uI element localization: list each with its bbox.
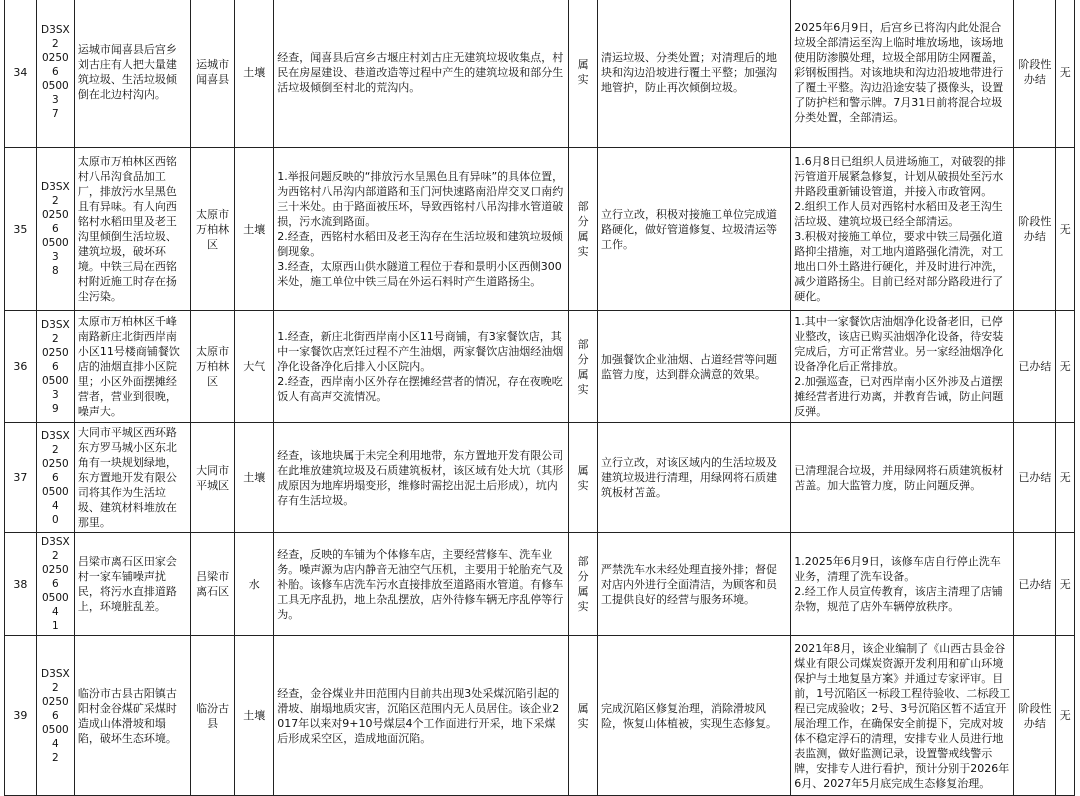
- complaint-description: 临汾市古县古阳镇古阳村金谷煤矿采煤时造成山体滑坡和塌陷，破坏生态环境。: [74, 636, 190, 796]
- pollution-type: 土壤: [235, 0, 274, 148]
- row-number: 37: [5, 423, 37, 533]
- accountability: 无: [1056, 423, 1075, 533]
- administrative-area: 太原市万柏林区: [191, 311, 235, 423]
- rectification-measures: 清运垃圾、分类处置；对清理后的地块和沟边沿坡进行覆土平整；加强沟地管护，防止再次倾倒垃圾。: [598, 0, 791, 148]
- case-code: D3SX2 02506 05004 0: [36, 423, 74, 533]
- investigation-finding: 经查，该地块属于未完全利用地带，东方置地开发有限公司在此堆放建筑垃圾及石质建筑板材，该区域有处大坑（其形成原因为地库坍塌变形，维修时需挖出泥土后形成），坑内存有生活垃圾。: [274, 423, 569, 533]
- rectification-progress: 2025年6月9日，后宫乡已将沟内此处混合垃圾全部清运至沟上临时堆放场地，该场地使用防渗膜处理，垃圾全部用防尘网覆盖，彩钢板围挡。对该地块和沟边沿坡地带进行了覆土平整。沟边沿途安装了摄像头，设置了防护栏和警示牌。7月31日前将混合垃圾分类处置，全部清运。: [791, 0, 1014, 148]
- complaint-table: [4, 0, 1075, 796]
- case-code: D3SX2 02506 05003 8: [36, 148, 74, 311]
- rectification-measures: 严禁洗车水未经处理直接外排；督促对店内外进行全面清洁，为顾客和员工提供良好的经营与服务环境。: [598, 533, 791, 636]
- case-code: D3SX2 02506 05004 1: [36, 533, 74, 636]
- pollution-type: 土壤: [235, 148, 274, 311]
- administrative-area: 太原市万柏林区: [191, 148, 235, 311]
- verification-status: 部分属实: [569, 311, 598, 423]
- rectification-progress: 1.6月8日已组织人员进场施工，对破裂的排污管道开展紧急修复，计划从破损处至污水井路段重新铺设管道，并接入市政管网。 2.组织工作人员对西铭村水稻田及老王沟生活垃圾、建筑垃圾已经全部清运。 3.积极对接施工单位，要求中铁三局强化道路抑尘措施，对工地内道路强化清洗，对工地出口外土路进行硬化，并及时进行冲洗，减少道路扬尘。目前已经对部分路段进行了硬化。: [791, 148, 1014, 311]
- accountability: 无: [1056, 0, 1075, 148]
- case-code: D3SX2 02506 05003 9: [36, 311, 74, 423]
- pollution-type: 大气: [235, 311, 274, 423]
- accountability: 无: [1056, 148, 1075, 311]
- table-row: [5, 0, 1075, 148]
- row-number: 38: [5, 533, 37, 636]
- complaint-description: 运城市闻喜县后宫乡刘古庄有人把大量建筑垃圾、生活垃圾倾倒在北边村沟内。: [74, 0, 190, 148]
- rectification-progress: 1.2025年6月9日，该修车店自行停止洗车业务，清理了洗车设备。 2.经工作人员宣传教育，该店主清理了店铺杂物，规范了店外车辆停放秩序。: [791, 533, 1014, 636]
- complaint-description: 吕梁市离石区田家会村一家车铺噪声扰民，将污水直排道路上，环境脏乱差。: [74, 533, 190, 636]
- row-number: 36: [5, 311, 37, 423]
- administrative-area: 临汾古县: [191, 636, 235, 796]
- verification-status: 属实: [569, 423, 598, 533]
- administrative-area: 大同市平城区: [191, 423, 235, 533]
- table-row: [5, 148, 1075, 311]
- administrative-area: 运城市闻喜县: [191, 0, 235, 148]
- complaint-description: 太原市万柏林区千峰南路新庄北街西岸南小区11号楼商铺餐饮店的油烟直排小区院里；小区外面摆摊经营者，营业到很晚，噪声大。: [74, 311, 190, 423]
- completion-stage: 阶段性办结: [1014, 0, 1056, 148]
- rectification-progress: 已清理混合垃圾，并用绿网将石质建筑板材苫盖。加大监管力度，防止问题反弹。: [791, 423, 1014, 533]
- row-number: 34: [5, 0, 37, 148]
- investigation-finding: 经查，金谷煤业井田范围内目前共出现3处采煤沉陷引起的滑坡、崩塌地质灾害，沉陷区范围内无人员居住。该企业2017年以来对9+10号煤层4个工作面进行开采，地下采煤后形成采空区，造成地面沉陷。: [274, 636, 569, 796]
- administrative-area: 吕梁市离石区: [191, 533, 235, 636]
- case-code: D3SX2 02506 05003 7: [36, 0, 74, 148]
- verification-status: 部分属实: [569, 148, 598, 311]
- pollution-type: 水: [235, 533, 274, 636]
- investigation-finding: 经查，反映的车铺为个体修车店，主要经营修车、洗车业务。噪声源为店内静音无油空气压机，主要用于轮胎充气及补胎。该修车店洗车污水直接排放至道路雨水管道。有修车工具无序乱扔，地上杂乱摆放，店外待修车辆无序乱停等行为。: [274, 533, 569, 636]
- table-row: [5, 533, 1075, 636]
- row-number: 35: [5, 148, 37, 311]
- completion-stage: 已办结: [1014, 311, 1056, 423]
- complaint-description: 大同市平城区西环路东方罗马城小区东北角有一块规划绿地，东方置地开发有限公司将其作为生活垃圾、建筑材料堆放在那里。: [74, 423, 190, 533]
- investigation-finding: 1.经查，新庄北街西岸南小区11号商铺，有3家餐饮店，其中一家餐饮店烹饪过程不产生油烟，两家餐饮店油烟经油烟净化设备净化后排入小区院内。 2.经查，西岸南小区外存在摆摊经营者的情况，存在夜晚吃饭人有高声交流情况。: [274, 311, 569, 423]
- completion-stage: 已办结: [1014, 423, 1056, 533]
- pollution-type: 土壤: [235, 423, 274, 533]
- rectification-measures: 立行立改，积极对接施工单位完成道路硬化，做好管道修复、垃圾清运等工作。: [598, 148, 791, 311]
- accountability: 无: [1056, 311, 1075, 423]
- pollution-type: 土壤: [235, 636, 274, 796]
- accountability: 无: [1056, 533, 1075, 636]
- completion-stage: 已办结: [1014, 533, 1056, 636]
- verification-status: 属实: [569, 636, 598, 796]
- completion-stage: 阶段性办结: [1014, 148, 1056, 311]
- rectification-progress: 1.其中一家餐饮店油烟净化设备老旧，已停业整改，该店已购买油烟净化设备，待安装完成后，方可正常营业。另一家经油烟净化设备净化后正常排放。 2.加强巡查，已对西岸南小区外涉及占道摆摊经营者进行劝离，并教育告诫，防止问题反弹。: [791, 311, 1014, 423]
- table-body: [5, 0, 1075, 796]
- case-code: D3SX2 02506 05004 2: [36, 636, 74, 796]
- rectification-measures: 加强餐饮企业油烟、占道经营等问题监管力度，达到群众满意的效果。: [598, 311, 791, 423]
- investigation-finding: 经查，闻喜县后宫乡古堰庄村刘古庄无建筑垃圾收集点，村民在房屋建设、巷道改造等过程中产生的建筑垃圾和部分生活垃圾倾倒至村北的荒沟内。: [274, 0, 569, 148]
- verification-status: 部分属实: [569, 533, 598, 636]
- investigation-finding: 1.举报问题反映的“排放污水呈黑色且有异味”的具体位置，为西铭村八吊沟内部道路和玉门河快速路南沿岸交叉口南约三十米处。由于路面被压坏，导致西铭村八吊沟排水管道破损，污水流到路面。 2.经查，西铭村水稻田及老王沟存在生活垃圾和建筑垃圾倾倒现象。 3.经查，太原西山供水隧道工程位于春和景明小区西侧300米处，施工单位中铁三局在外运石料时产生道路扬尘。: [274, 148, 569, 311]
- row-number: 39: [5, 636, 37, 796]
- rectification-measures: 完成沉陷区修复治理，消除滑坡风险，恢复山体植被，实现生态修复。: [598, 636, 791, 796]
- verification-status: 属实: [569, 0, 598, 148]
- table-row: [5, 423, 1075, 533]
- completion-stage: 阶段性办结: [1014, 636, 1056, 796]
- accountability: 无: [1056, 636, 1075, 796]
- rectification-measures: 立行立改，对该区域内的生活垃圾及建筑垃圾进行清理，用绿网将石质建筑板材苫盖。: [598, 423, 791, 533]
- rectification-progress: 2021年8月，该企业编制了《山西古县金谷煤业有限公司煤炭资源开发利用和矿山环境保护与土地复垦方案》并通过专家评审。目前，1号沉陷区一标段工程待验收、二标段工程已完成验收；2号、3号沉陷区暂不适宜开展治理工作，在确保安全前提下，完成对坡体不稳定浮石的清理，安排专业人员进行地表监测，做好监测记录，设置警戒线警示牌，安排专人进行看护，预计分别于2026年6月、2027年5月底完成生态修复治理。: [791, 636, 1014, 796]
- table-row: [5, 311, 1075, 423]
- complaint-description: 太原市万柏林区西铭村八吊沟食品加工厂，排放污水呈黑色且有异味。有人向西铭村水稻田里及老王沟里倾倒生活垃圾、建筑垃圾，破坏环境。中铁三局在西铭村附近施工时存在扬尘污染。: [74, 148, 190, 311]
- table-row: [5, 636, 1075, 796]
